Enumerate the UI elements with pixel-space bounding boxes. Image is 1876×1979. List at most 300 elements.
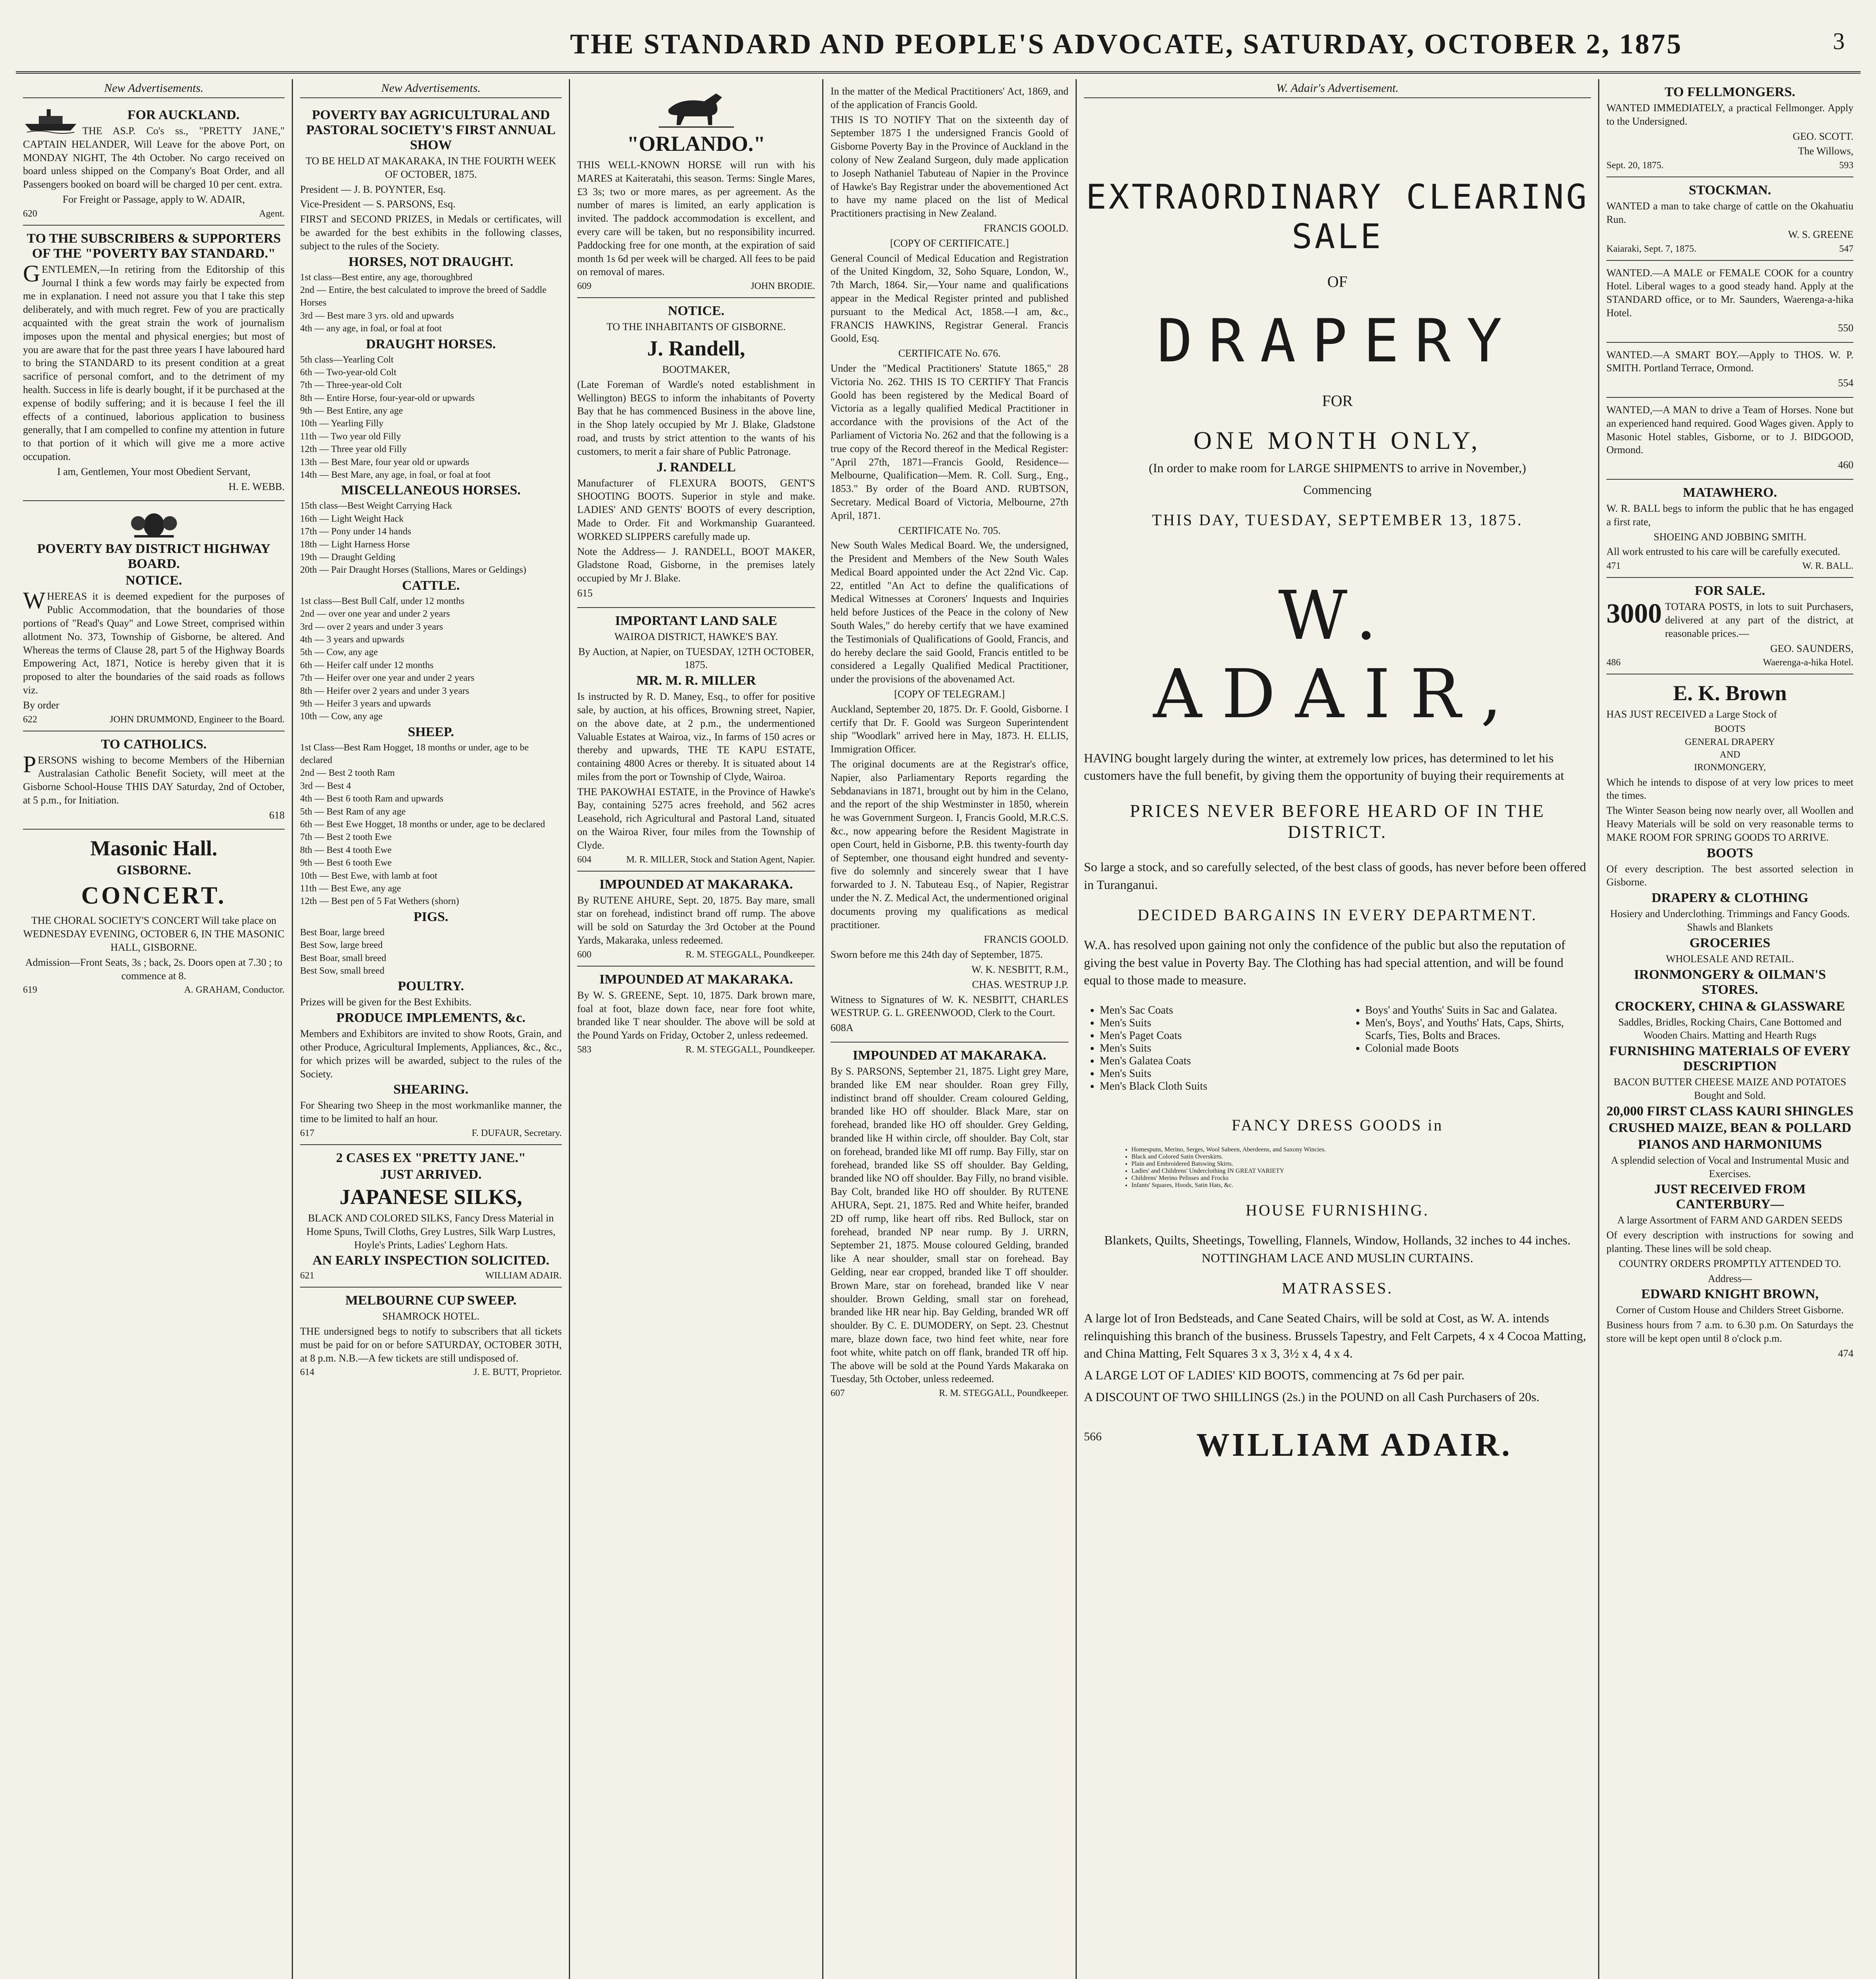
crockery-title: CROCKERY, CHINA & GLASSWARE [1615, 999, 1845, 1014]
ad-date: Sept. 20, 1875. [1606, 160, 1664, 171]
impound-ad-3 [831, 1043, 1068, 1404]
list-item: AND [1720, 749, 1740, 760]
ad-title: IMPORTANT LAND SALE [615, 613, 777, 628]
list-item: 7th — Heifer over one year and under 2 years [300, 673, 475, 684]
ad-body: PERSONS wishing to become Members of the Hibernian Australasian Catholic Benefit Society, will meet at the Gisborne School-House THIS DAY Saturday, 2nd of October, at 5 p.m., for Initiation. [23, 751, 285, 806]
list-item: 3rd — Best mare 3 yrs. old and upwards [300, 310, 454, 321]
ad-signature: H. E. WEBB. [228, 481, 285, 492]
section-header: New Advertisements. [23, 82, 285, 98]
ad-title: POVERTY BAY AGRICULTURAL AND PASTORAL SOCIETY'S FIRST ANNUAL SHOW [306, 108, 556, 152]
randell-bootmaker-ad [577, 298, 815, 608]
house-title: HOUSE FURNISHING. [1245, 1201, 1429, 1219]
section-title: PIGS. [413, 909, 449, 924]
clearing-sale-ad [1077, 79, 1599, 1979]
ad-agent: Agent. [259, 208, 285, 219]
orlando-horse-ad [577, 79, 815, 298]
ad-ref: 486 [1606, 657, 1621, 668]
section-title: CATTLE. [402, 578, 460, 593]
ad-title: TO FELLMONGERS. [1665, 85, 1795, 99]
list-item: GENERAL DRAPERY [1685, 737, 1775, 747]
mat-body: A large lot of Iron Bedsteads, and Cane Seated Chairs, will be sold at Cost, as W. A. intends relinquishing this branch of the business. Brussels Tapestry, and Felt Carpets, 4 x 4 Cocoa Matting, and China Matting, Felt Squares 3 x 3, 3½ x 4, 4 x 4. [1084, 1310, 1586, 1361]
ad-heading: JAPANESE SILKS, [339, 1185, 523, 1209]
cert-body: Under the "Medical Practitioners' Statute 1865," 28 Victoria No. 262. THIS IS TO CERTIFY That Francis Goold has been registered by the Medical Board of Victoria as a legally qualified Medical Practitioner in accordance with the provisions of the Act of the Parliament of Victoria No. 262 and that the following is a true copy of the Record thereof in the Medical Register: "April 27th, 1871—Francis Goold, Residence—Melbourne, Qualification—Mem. R. Coll. Surg., Eng., 1853." By order of the Board AND. RUBTSON, Secretary. Medical Board of Victoria, Melbourne, 27th April, 1871. [831, 362, 1068, 521]
ad-title: IMPOUNDED AT MAKARAKA. [853, 1048, 1046, 1063]
list-item: Best Sow, small breed [300, 965, 385, 976]
list-item: Best Sow, large breed [300, 940, 383, 951]
section-title: HORSES, NOT DRAUGHT. [348, 254, 513, 269]
sale-for: FOR [1322, 392, 1353, 410]
section-title: SHEARING. [393, 1082, 469, 1097]
ad-ref: 471 [1606, 561, 1621, 572]
list-item: 6th — Two-year-old Colt [300, 367, 397, 378]
ad-sub: JUST ARRIVED. [380, 1167, 482, 1182]
agricultural-show-ad [300, 102, 562, 1145]
ad-signature: R. M. STEGGALL, Poundkeeper. [685, 949, 815, 960]
sale-merchant-name: W. ADAIR, [1153, 576, 1522, 733]
ad-sub: SHOEING AND JOBBING SMITH. [1654, 531, 1806, 543]
ad-solicit: AN EARLY INSPECTION SOLICITED. [312, 1253, 549, 1268]
saddles-body: Saddles, Bridles, Rocking Chairs, Cane Bottomed and Wooden Chairs. Matting and Hearth Rugs [1618, 1016, 1842, 1041]
ad-auctioneer: MR. M. R. MILLER [636, 673, 756, 688]
melbourne-cup-ad [300, 1288, 562, 1383]
section-header: New Advertisements. [300, 82, 562, 98]
ad-name: J. Randell, [647, 336, 745, 360]
list-item: • Plain and Embroidered Batswing Skirts. [1131, 1160, 1591, 1168]
list-item: 12th — Best pen of 5 Fat Wethers (shorn) [300, 896, 459, 907]
wanted-driver-ad [1606, 398, 1853, 480]
groceries-body: WHOLESALE AND RETAIL. [1666, 953, 1794, 965]
section-title: POULTRY. [397, 979, 464, 994]
ad-body: For Shearing two Sheep in the most workmanlike manner, the time to be limited to half an hour. [300, 1100, 562, 1125]
ad-body: Is instructed by R. D. Maney, Esq., to offer for positive sale, by auction, at his offices, Browning street, Napier, on the above date, at 2 p.m., the undermentioned Valuable Estates at Wairoa, viz., In farms of 150 acres or thereby and upwards, THE TE KAPU ESTATE, containing 4800 Acres or thereby. It is situated about 14 miles from the port or Township of Clyde, Wairoa. [577, 691, 815, 782]
clothing-boys [1350, 1004, 1591, 1055]
ad-ref: 618 [269, 809, 285, 821]
sale-commencing: Commencing [1303, 482, 1372, 497]
ad-ref: 604 [577, 854, 591, 865]
auckland-shipping-ad [23, 102, 285, 226]
list-item: 10th — Yearling Filly [300, 418, 384, 429]
ad-sworn: Sworn before me this 24th day of September, 1875. [831, 949, 1043, 961]
cert-body: General Council of Medical Education and Registration of the United Kingdom, 32, Soho Square, London, W., 7th March, 1864. Sir,—Your name and qualifications appear in the Medical Register printed and published pursuant to the Medical Act, 1858.—I am, &c., FRANCIS HAWKINS, Registrar General. Francis Goold, Esq. [831, 252, 1068, 344]
brown-store-ad [1606, 674, 1853, 1367]
music-body: A splendid selection of Vocal and Instrumental Music and Exercises. [1611, 1154, 1849, 1179]
list-item: 8th — Entire Horse, four-year-old or upwards [300, 393, 475, 403]
ad-ref: 621 [300, 1271, 314, 1281]
list-item: 9th — Heifer 3 years and upwards [300, 698, 431, 709]
list-item: 9th — Best 6 tooth Ewe [300, 858, 392, 868]
list-item: • Homespuns, Merino, Serges, Wool Sabeen, Aberdeens, and Saxony Wincies. [1131, 1146, 1591, 1153]
ad-body: By S. PARSONS, September 21, 1875. Light grey Mare, branded like EM near shoulder. Roan grey Filly, indistinct brand off shoulder. Cream coloured Gelding, branded like HO off shoulder. Black Mare, star on forehead, branded like HO off shoulder. Grey Gelding, branded like H within circle, off shoulder. Bay Colt, star on forehead, branded like MI off rump. Bay Filly, star on forehead, branded like SS off shoulder. Bay Gelding, branded like NO off shoulder. Bay Filly, no brand visible. Bay Colt, branded like HO off shoulder. By RUTENE AHURA, Sept. 21, 1875. Red and White heifer, branded 2D off rump, like heart off ribs. Red Bullock, star on forehead, branded NP near rump. By J. URRN, September 21, 1875. Mouse coloured Gelding, branded like A near shoulder, small star on forehead. Bay Gelding, near ear cropped, branded like T off shoulder. Brown Mare, star on forehead, branded like V near shoulder. Brown Gelding, small star on forehead, branded like HR near hip. Bay Gelding, branded WR off shoulder. By C. E. DUMODERY, on Sept. 23. Chestnut mare, blaze down face, two hind feet white, near fore foot white, white patch on off flank, branded TR off hip. The above will be sold at the Pound Yards Makaraka on Tuesday, 5th October, unless redeemed. [831, 1065, 1068, 1385]
list-item: 4th — 3 years and upwards [300, 634, 405, 645]
ad-sub: TO BE HELD AT MAKARAKA, IN THE FOURTH WEEK OF OCTOBER, 1875. [306, 155, 556, 180]
column-6 [1599, 79, 1861, 1979]
ad-body: GENTLEMEN,—In retiring from the Editorship of this Journal I think a few words may fairly be expected from me in explanation. I need not assure you that I take this step deliberately, and with much regret. Few of you are practically acquainted with the great strain the work of journalism imposes upon the mental and physical energies; but most of you are aware that for the past three years I have laboured hard to bring the STANDARD to its present condition at a great sacrifice of personal comfort, and to the detriment of my health. Success in life is dearly bought, if it be purchased at the expense of bodily suffering; and it is because I feel the ill effects of a continued, laborious application to business generally, that I am compelled to confine my attention in future to that portion of it which will give me a more active occupation. [23, 260, 285, 462]
medical-notice-ad [831, 79, 1068, 1043]
ad-freight: For Freight or Passage, apply to W. ADAIR, [63, 193, 245, 205]
coat-of-arms-icon [118, 507, 190, 539]
ad-ref: 609 [577, 281, 591, 292]
fancy-title: FANCY DRESS GOODS in [1232, 1116, 1443, 1134]
ad-ref: 550 [1838, 322, 1853, 334]
pianos-title: PIANOS AND HARMONIUMS [1638, 1137, 1822, 1152]
ad-title: "ORLANDO." [627, 132, 766, 156]
ad-number: 3000 [1606, 598, 1662, 629]
ad-signoff: By order [23, 699, 59, 711]
boots-title: BOOTS [1707, 845, 1753, 860]
ad-to: TO THE INHABITANTS OF GISBORNE. [606, 321, 786, 333]
webb-letter-ad [23, 226, 285, 501]
sale-date: THIS DAY, TUESDAY, SEPTEMBER 13, 1875. [1152, 511, 1523, 529]
ad-ref: 547 [1839, 243, 1853, 254]
prize-list [300, 926, 562, 978]
ad-witness-3: Witness to Signatures of W. K. NESBITT, CHARLES WESTRUP. G. L. GREENWOOD, Clerk to the Court. [831, 993, 1068, 1019]
groceries-title: GROCERIES [1689, 935, 1771, 950]
sale-body: HAVING bought largely during the winter, at extremely low prices, has determined to let his customers have the full benefit, by giving them the opportunity of buying their requirements at [1084, 750, 1564, 783]
list-item: Best Boar, large breed [300, 927, 385, 938]
list-item: 4th — any age, in foal, or foal at foot [300, 323, 442, 334]
ad-signature-2: FRANCIS GOOLD. [984, 934, 1068, 946]
ad-signature: WILLIAM ADAIR. [485, 1271, 562, 1281]
list-item: BOOTS [1714, 724, 1746, 735]
list-item: 8th — Best 4 tooth Ewe [300, 845, 392, 855]
list-item: 4th — Best 6 tooth Ram and upwards [300, 794, 443, 804]
impound-ad-2 [577, 967, 815, 1061]
page-number: 3 [1833, 28, 1845, 54]
list-item: • Men's Galatea Coats [1100, 1055, 1326, 1067]
list-item: 19th — Draught Gelding [300, 552, 395, 562]
ad-signature: JOHN BRODIE. [751, 281, 815, 292]
list-item: 20th — Pair Draught Horses (Stallions, Mares or Geldings) [300, 565, 526, 575]
list-item: 13th — Best Mare, four year old or upwards [300, 457, 469, 467]
catholics-ad [23, 731, 285, 830]
ad-items [1606, 723, 1853, 774]
matawhero-ad [1606, 480, 1853, 578]
ad-title: IMPOUNDED AT MAKARAKA. [599, 877, 793, 892]
sale-headline: EXTRAORDINARY CLEARING SALE [1085, 177, 1589, 256]
received-title: JUST RECEIVED FROM CANTERBURY— [1654, 1182, 1806, 1212]
section-header: W. Adair's Advertisement. [1084, 82, 1591, 98]
ad-hall: Masonic Hall. [90, 836, 217, 860]
boots-body: A LARGE LOT OF LADIES' KID BOOTS, commencing at 7s 6d per pair. [1084, 1368, 1465, 1383]
cert-title: [COPY OF CERTIFICATE.] [890, 237, 1009, 249]
cert-title: [COPY OF TELEGRAM.] [894, 688, 1005, 700]
ad-place: GISBORNE. [116, 863, 191, 878]
ad-signature: GEO. SCOTT. [1792, 130, 1853, 142]
list-item: • Colonial made Boots [1365, 1042, 1591, 1055]
mat-title: MATRASSES. [1281, 1279, 1393, 1297]
ad-body: WANTED,—A MAN to drive a Team of Horses. None but an experienced hand required. Good Wages given. Apply to Masonic Hotel stables, Gisborne, or to J. BIDGOOD, Ormond. [1606, 404, 1853, 456]
list-item: • Men's Suits [1100, 1042, 1326, 1055]
furnishing-title: FURNISHING MATERIALS OF EVERY DESCRIPTION [1609, 1044, 1851, 1074]
silks-ad [300, 1145, 562, 1288]
list-item: 7th — Best 2 tooth Ewe [300, 832, 392, 843]
ad-body: WHEREAS it is deemed expedient for the purposes of Public Accommodation, that the boundaries of those portions of "Read's Quay" and Lowe Street, comprised within allotment No. 373, Township of Gisborne, be altered. And Whereas the terms of Clause 28, part 5 of the Highway Boards Empowering Act, 1871, Notice is hereby given that it is proposed to alter the boundaries of the said roads as follows viz. [23, 587, 285, 696]
ad-ref: 600 [577, 949, 591, 960]
ad-ref: 593 [1839, 160, 1853, 171]
sale-resolve: W.A. has resolved upon gaining not only the confidence of the public but also the reputation of giving the best value in Poverty Bay. The Clothing has had special attention, and will be found equal to those made to measure. [1084, 937, 1566, 988]
ad-body: W. R. BALL begs to inform the public that he has engaged a first rate, [1606, 502, 1853, 528]
steamship-icon [23, 106, 78, 134]
ad-body: THIS IS TO NOTIFY That on the sixteenth day of September 1875 I the undersigned Francis Goold of Gisborne Poverty Bay in the Province of Auckland in the colony of New Zealand Surgeon, duly made application to Joseph Nathaniel Tabuteau of Napier in the Province of Hawke's Bay Registrar under the abovementioned Act to have my name placed on the list of Medical Practitioners practising in New Zealand. [831, 114, 1068, 219]
sale-prices: PRICES NEVER BEFORE HEARD OF IN THE DISTRICT. [1130, 801, 1545, 842]
discount-body: A DISCOUNT OF TWO SHILLINGS (2s.) in the POUND on all Cash Purchasers of 20s. [1084, 1389, 1540, 1404]
list-item: • Men's Black Cloth Suits [1100, 1080, 1326, 1093]
ad-signature: R. M. STEGGALL, Poundkeeper. [939, 1388, 1068, 1399]
sale-drapery: DRAPERY [1157, 307, 1518, 376]
ad-intro: HAS JUST RECEIVED a Large Stock of [1606, 708, 1777, 720]
ad-body: THE AS.P. Co's ss., "PRETTY JANE," CAPTAIN HELANDER, Will Leave for the above Port, on MONDAY NIGHT, The 4th October. No cargo received on board unless shipped on the Company's Boat Order, and all Passengers booked on board will be charged 10 per cent. extra. [23, 125, 285, 190]
ad-signature: GEO. SAUNDERS, [1770, 642, 1853, 654]
list-item: • Boys' and Youths' Suits in Sac and Galatea. [1365, 1004, 1591, 1017]
list-item: • Men's Sac Coats [1100, 1004, 1326, 1017]
section-title: SHEEP. [408, 724, 454, 739]
list-item: 6th — Best Ewe Hogget, 18 months or under, age to be declared [300, 819, 545, 830]
list-item: 1st Class—Best Ram Hogget, 18 months or under, age to be declared [300, 742, 529, 766]
ad-date: Kaiaraki, Sept. 7, 1875. [1606, 243, 1697, 254]
list-item: 6th — Heifer calf under 12 months [300, 660, 434, 670]
masthead [16, 24, 1861, 74]
ad-body: Prizes will be given for the Best Exhibits. [300, 996, 472, 1008]
list-item: • Men's Suits [1100, 1067, 1326, 1080]
ad-place: The Willows, [1798, 145, 1853, 157]
column-3 [570, 79, 823, 1979]
ad-body: BLACK AND COLORED SILKS, Fancy Dress Material in Home Spuns, Twill Cloths, Grey Lustres, Silk Warp Lustres, Hoyle's Prints, Ladies' Leghorn Hats. [306, 1212, 556, 1251]
ad-place: WAIROA DISTRICT, HAWKE'S BAY. [614, 631, 778, 642]
address-label: Address— [1708, 1272, 1752, 1284]
country-orders: COUNTRY ORDERS PROMPTLY ATTENDED TO. [1619, 1257, 1841, 1269]
ad-body: By W. S. GREENE, Sept. 10, 1875. Dark brown mare, foal at foot, blaze down face, near fore foot white, branded like T near shoulder. The above will be sold at the Pound Yards on Friday, October 2, unless redeemed. [577, 989, 815, 1041]
newspaper-title: THE STANDARD AND PEOPLE'S ADVOCATE, SATURDAY, OCTOBER 2, 1875 [570, 28, 1683, 60]
iron-title: IRONMONGERY & OILMAN'S STORES. [1634, 967, 1826, 997]
list-item: 18th — Light Harness Horse [300, 539, 410, 550]
ad-title: 2 CASES EX "PRETTY JANE." [336, 1150, 526, 1165]
ad-place: SHAMROCK HOTEL. [382, 1310, 480, 1322]
sale-stock: So large a stock, and so carefully selected, of the best class of goods, has never before been offered in Turanganui. [1084, 860, 1586, 892]
ad-body: FIRST and SECOND PRIZES, in Medals or certificates, will be awarded for the best exhibits in the following classes, subject to the rules of the Society. [300, 213, 562, 252]
list-item: 10th — Cow, any age [300, 711, 383, 722]
list-item: 12th — Three year old Filly [300, 444, 407, 455]
ad-name: E. K. Brown [1673, 681, 1787, 705]
sale-closing-name: WILLIAM ADAIR. [1196, 1426, 1513, 1463]
ad-title: TO CATHOLICS. [101, 737, 207, 752]
ad-ref: 566 [1084, 1430, 1102, 1443]
ad-ref: 608A [831, 1022, 853, 1034]
list-item: 15th class—Best Weight Carrying Hack [300, 501, 452, 511]
ad-admission: Admission—Front Seats, 3s ; back, 2s. Doors open at 7.30 ; to commence at 8. [25, 956, 283, 982]
column-1 [16, 79, 293, 1979]
ad-witness: W. K. NESBITT, R.M., [971, 964, 1068, 975]
list-item: 17th — Pony under 14 hands [300, 526, 411, 537]
list-item: 9th — Best Entire, any age [300, 406, 403, 416]
ad-title: MELBOURNE CUP SWEEP. [345, 1293, 517, 1308]
list-item: 7th — Three-year-old Colt [300, 380, 402, 391]
ad-name-2: J. RANDELL [656, 460, 736, 475]
list-item: 1st class—Best entire, any age, thoroughbred [300, 272, 473, 283]
ad-witness-2: CHAS. WESTRUP J.P. [972, 978, 1068, 990]
ad-ref: 622 [23, 714, 37, 725]
sale-of: OF [1327, 273, 1348, 291]
ad-body-2: THE PAKOWHAI ESTATE, in the Province of Hawke's Bay, containing 5275 acres freehold, and 562 acres Leasehold, rich Agricultural and Pastoral Land, situated on the Wairoa River, four miles from the Township of Clyde. [577, 786, 815, 851]
list-item: 5th — Cow, any age [300, 647, 378, 658]
list-item: 10th — Best Ewe, with lamb at foot [300, 870, 437, 881]
ad-ref: 583 [577, 1045, 591, 1055]
maize-title: CRUSHED MAIZE, BEAN & POLLARD [1608, 1120, 1851, 1135]
ad-body: THE CHORAL SOCIETY'S CONCERT Will take place on WEDNESDAY EVENING, OCTOBER 6, IN THE MASONIC HALL, GISBORNE. [23, 915, 285, 953]
ad-body: WANTED.—A MALE or FEMALE COOK for a country Hotel. Liberal wages to a good steady hand. Apply at the STANDARD office, or to Mr. Saunders, Waerenga-a-hika Hotel. [1606, 267, 1853, 319]
list-item: IRONMONGERY, [1694, 762, 1766, 773]
ad-signature: J. E. BUTT, Proprietor. [473, 1367, 562, 1378]
for-sale-ad [1606, 578, 1853, 674]
ad-signature: R. M. STEGGALL, Poundkeeper. [685, 1045, 815, 1055]
list-item: 16th — Light Weight Hack [300, 513, 404, 524]
ad-ref: 619 [23, 985, 37, 995]
column-4 [823, 79, 1077, 1979]
clothing-list [1084, 993, 1591, 1104]
seeds-body: Of every description with instructions for sowing and planting. These lines will be sold cheap. [1606, 1229, 1853, 1255]
prize-list [300, 499, 562, 576]
ad-title: MATAWHERO. [1683, 485, 1777, 500]
cert-title: CERTIFICATE No. 676. [898, 348, 1001, 359]
ad-body: TOTARA POSTS, in lots to suit Purchasers, delivered at any part of the district, at reasonable prices.— [1665, 601, 1853, 639]
ad-closing: I am, Gentlemen, Your most Obedient Servant, [57, 465, 251, 477]
ad-ref: 474 [1838, 1347, 1853, 1359]
section-title: DRAUGHT HORSES. [366, 336, 496, 351]
ad-body: WANTED IMMEDIATELY, a practical Fellmonger. Apply to the Undersigned. [1606, 102, 1853, 127]
ad-signature: F. DUFAUR, Secretary. [471, 1128, 562, 1138]
fancy-list [1084, 1146, 1591, 1189]
fellmongers-ad [1606, 79, 1853, 177]
list-item: 2nd — Entire, the best calculated to improve the breed of Saddle Horses [300, 285, 547, 308]
stockman-ad [1606, 177, 1853, 260]
horse-icon [657, 85, 736, 129]
list-item: 5th class—Yearling Colt [300, 354, 394, 365]
list-item: • Childrens' Merino Pelisses and Frocks [1131, 1175, 1591, 1182]
ad-ref: 554 [1838, 377, 1853, 389]
ad-signature: W. R. BALL. [1802, 561, 1853, 572]
ad-title: STOCKMAN. [1688, 183, 1771, 198]
ad-ref: 607 [831, 1388, 845, 1399]
land-sale-ad [577, 608, 815, 872]
ad-title: FOR SALE. [1695, 583, 1765, 598]
ad-auction: By Auction, at Napier, on TUESDAY, 12TH OCTOBER, 1875. [578, 646, 814, 671]
highway-board-ad [23, 501, 285, 731]
address-body: Corner of Custom House and Childers Street Gisborne. [1616, 1304, 1844, 1316]
ad-body: WANTED a man to take charge of cattle on the Okahuatiu Run. [1606, 200, 1853, 225]
drapery-title: DRAPERY & CLOTHING [1651, 891, 1809, 906]
ad-signature: FRANCIS GOOLD. [984, 222, 1068, 234]
drapery-body: Hosiery and Underclothing. Trimmings and Fancy Goods. Shawls and Blankets [1610, 908, 1850, 933]
ad-ref: 614 [300, 1367, 314, 1378]
sale-order: (In order to make room for LARGE SHIPMENTS to arrive in November,) [1148, 461, 1526, 475]
ad-trade: BOOTMAKER, [662, 363, 730, 375]
list-item: 3rd — over 2 years and under 3 years [300, 621, 443, 632]
list-item: • Men's, Boys', and Youths' Hats, Caps, Shirts, Scarfs, Ties, Bolts and Braces. [1365, 1017, 1591, 1042]
ad-ref: 620 [23, 208, 37, 219]
ad-title: IMPOUNDED AT MAKARAKA. [599, 972, 793, 987]
list-item: 3rd — Best 4 [300, 781, 351, 791]
hours-body: Business hours from 7 a.m. to 6.30 p.m. On Saturdays the store will be kept open until 8 o'clock p.m. [1606, 1319, 1853, 1344]
house-body: Blankets, Quilts, Sheetings, Towelling, Flannels, Window, Hollands, 32 inches to 44 inches. NOTTINGHAM LACE AND MUSLIN CURTAINS. [1104, 1233, 1571, 1265]
prize-list [300, 271, 562, 335]
ad-body: Members and Exhibitors are invited to show Roots, Grain, and other Produce, Agricultural Implements, Appliances, &c., &c., for which prizes will be awarded, subject to the rules of the Society. [300, 1028, 562, 1080]
ad-ref: 460 [1838, 459, 1853, 471]
address-name: EDWARD KNIGHT BROWN, [1641, 1287, 1819, 1302]
wanted-boy-ad [1606, 343, 1853, 398]
ad-title: TO THE SUBSCRIBERS & SUPPORTERS OF THE "POVERTY BAY STANDARD." [27, 231, 281, 261]
list-item: 2nd — Best 2 tooth Ram [300, 768, 395, 779]
ad-signature: W. S. GREENE [1788, 228, 1853, 240]
seeds-title: A large Assortment of FARM AND GARDEN SEEDS [1617, 1214, 1843, 1226]
ad-title: CONCERT. [81, 882, 226, 910]
prize-list [300, 353, 562, 482]
cert-title: CERTIFICATE No. 705. [898, 524, 1001, 536]
prize-list [300, 741, 562, 908]
ad-address: Note the Address— J. RANDELL, BOOT MAKER, Gladstone Road, Gisborne, in the premises lately occupied by Mr J. Blake. [577, 545, 815, 584]
ad-title: POVERTY BAY DISTRICT HIGHWAY BOARD. [37, 541, 271, 572]
wanted-cook-ad [1606, 261, 1853, 343]
ad-body: Which he intends to dispose of at very low prices to meet the times. [1606, 776, 1853, 801]
shingles-title: 20,000 FIRST CLASS KAURI SHINGLES [1606, 1103, 1853, 1119]
ad-signature: JOHN DRUMMOND, Engineer to the Board. [110, 714, 285, 725]
ad-intro: In the matter of the Medical Practitioners' Act, 1869, and of the application of Francis Goold. [831, 85, 1068, 110]
list-item: 1st class—Best Bull Calf, under 12 months [300, 596, 465, 606]
affidavit: The original documents are at the Registrar's office, Napier, also Parliamentary Reports regarding the Sebdanavians in 1871, brought out by him in the Celano, and the report of the ship Westminster in 1850, wherein he was Government Surgeon. I, Francis Goold, M.R.C.S. &c., now appearing before the Resident Magistrate in open Court, held in Gisborne, P.B. this twenty-fourth day of September, one thousand eight hundred and seventy-five do solemnly and sincerely swear that I have forwarded to J. N. Tabuteau Esq., of Napier, Registrar under the N. Z. Medical Act, the undermentioned original documents proving my qualifications as medical practitioner. [831, 758, 1068, 931]
produce-body: BACON BUTTER CHEESE MAIZE AND POTATOES Bought and Sold. [1614, 1076, 1846, 1102]
impound-ad [577, 872, 815, 967]
boots-body: Of every description. The best assorted selection in Gisborne. [1606, 863, 1853, 888]
ad-notice: NOTICE. [668, 304, 724, 319]
ad-ref: 617 [300, 1128, 314, 1138]
section-title: PRODUCE IMPLEMENTS, &c. [336, 1010, 526, 1026]
ad-title: FOR AUCKLAND. [127, 108, 240, 122]
list-item: Best Boar, small breed [300, 953, 386, 963]
list-item: • Men's Suits [1100, 1017, 1326, 1029]
ad-body: By RUTENE AHURE, Sept. 20, 1875. Bay mare, small star on forehead, indistinct brand off rump. The above will be sold on Saturday the 3rd October at the Pound Yards, Makaraka, unless redeemed. [577, 894, 815, 946]
list-item: • Black and Colored Satin Overskirts. [1131, 1153, 1591, 1160]
ad-body: THE undersigned begs to notify to subscribers that all tickets must be paid for on or before SATURDAY, OCTOBER 30TH, at 8 p.m. N.B.—A few tickets are still undisposed of. [300, 1326, 562, 1364]
cert-body: New South Wales Medical Board. We, the undersigned, the President and Members of the New South Wales Medical Board appointed under the Act 22nd Vic. Cap. 22, entitled "An Act to define the qualifications of Medical Witnesses at Coroners' Inquests and Inquiries held before Justices of the Peace in the colony of New South Wales," do hereby certify that we have examined the Testimonials of Qualifications of Goold, Francis, and do hereby declare the said Goold, Francis entitled to be considered a Legally Qualified Medical Practitioner, under the provisions of the abovenamed Act. [831, 539, 1068, 685]
ad-ref: 615 [577, 587, 593, 599]
list-item: • Infants' Squares, Hoods, Satin Hats, &c. [1131, 1182, 1591, 1189]
sale-month: ONE MONTH ONLY, [1193, 426, 1482, 454]
ad-place: Waerenga-a-hika Hotel. [1763, 657, 1853, 668]
list-item: 8th — Heifer over 2 years and under 3 years [300, 686, 469, 696]
list-item: 14th — Best Mare, any age, in foal, or foal at foot [300, 470, 491, 481]
list-item: 11th — Best Ewe, any age [300, 883, 401, 894]
section-title: MISCELLANEOUS HORSES. [341, 483, 521, 498]
ad-vice: Vice-President — S. PARSONS, Esq. [300, 198, 456, 210]
ad-body: (Late Foreman of Wardle's noted establishment in Wellington) BEGS to inform the inhabitants of Poverty Bay that he has commenced Business in the above line, in the Shop lately occupied by Mr J. Blake, Gladstone road, and trusts by strict attention to the wants of his customers, to merit a fair share of Public Patronage. [577, 378, 815, 457]
list-item: 2nd — over one year and under 2 years [300, 609, 450, 619]
ad-president: President — J. B. POYNTER, Esq. [300, 183, 446, 195]
list-item: • Men's Paget Coats [1100, 1029, 1326, 1042]
cert-body: Auckland, September 20, 1875. Dr. F. Goold, Gisborne. I certify that Dr. F. Goold was Surgeon Superintendent ship "Woodlark" arrived here in May, 1873. H. ELLIS, Immigration Officer. [831, 703, 1068, 755]
ad-body-2: Manufacturer of FLEXURA BOOTS, GENT'S SHOOTING BOOTS. Superior in style and make. LADIES' AND GENTS' BOOTS of every description, Made to Order. Fit and Workmanship Guaranteed. WORKED SLIPPERS carefully made up. [577, 477, 815, 542]
list-item: • Ladies' and Childrens' Underclothing IN GREAT VARIETY [1131, 1168, 1591, 1175]
ad-body: WANTED.—A SMART BOY.—Apply to THOS. W. P. SMITH. Portland Terrace, Ormond. [1606, 349, 1853, 374]
concert-ad [23, 830, 285, 1001]
ad-signature: M. R. MILLER, Stock and Station Agent, Napier. [626, 854, 815, 865]
column-2 [293, 79, 570, 1979]
sale-bargains: DECIDED BARGAINS IN EVERY DEPARTMENT. [1137, 906, 1538, 924]
ad-notice: NOTICE. [125, 573, 182, 588]
ad-signature: A. GRAHAM, Conductor. [184, 985, 285, 995]
list-item: 5th — Best Ram of any age [300, 806, 406, 817]
list-item: 11th — Two year old Filly [300, 431, 401, 442]
ad-body-2: All work entrusted to his care will be carefully executed. [1606, 546, 1840, 558]
ad-body: THIS WELL-KNOWN HORSE will run with his MARES at Kaiteratahi, this season. Terms: Single Mares, £3 3s; two or more mares, as per agreement. As the number of mares is limited, an early application is invited. The paddock accommodation is excellent, and every care will be taken, but no responsibility incurred. Paddocking free for one month, at the expiration of said month 1s 6d per week will be charged. All fees to be paid on removal of mares. [577, 159, 815, 278]
prize-list [300, 595, 562, 723]
